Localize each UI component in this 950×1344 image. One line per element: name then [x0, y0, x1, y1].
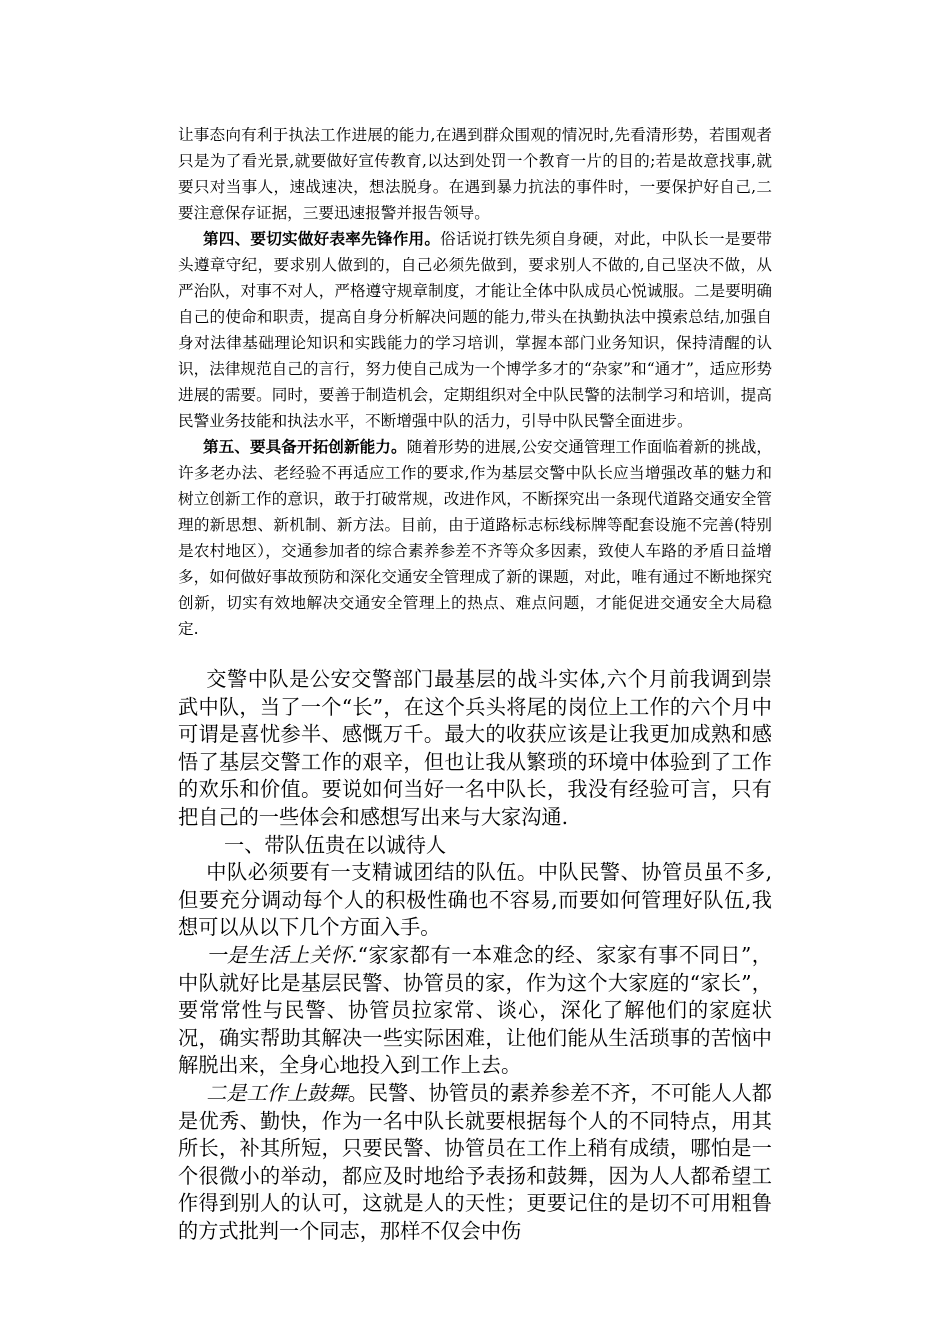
life-care-text: “家家都有一本难念的经、家家有事不同日”，中队就好比是基层民警、协管员的家，作为这个大家庭的“家长”，要常常性与民警、协管员拉家常、谈心，深化了解他们的家庭状况，确实帮助其解决一些实际困难，让他们能从生活琐事的苦恼中解脱出来，全身心地投入到工作上去。	[178, 942, 772, 1078]
point-five-heading: 第五、要具备开拓创新能力。	[202, 437, 407, 456]
article-heading-one: 一、带队伍贵在以诚待人	[224, 832, 447, 857]
article-paragraph-life-care	[178, 942, 772, 1080]
work-encourage-lead: 二是工作上鼓舞	[206, 1080, 348, 1105]
section-previous-page-text	[178, 122, 772, 642]
article-paragraph-team: 中队必须要有一支精诚团结的队伍。中队民警、协管员虽不多,但要充分调动每个人的积极性确也不容易,而要如何管理好队伍,我想可以从以下几个方面入手。	[178, 860, 772, 940]
point-four-heading: 第四、要切实做好表率先锋作用。	[202, 229, 441, 248]
point-five-text: 随着形势的进展,公安交通管理工作面临着新的挑战，许多老办法、老经验不再适应工作的要求,作为基层交警中队长应当增强改革的魅力和树立创新工作的意识，敢于打破常规，改进作风，不断探究出一条现代道路交通安全管理的新思想、新机制、新方法。目前，由于道路标志标线标牌等配套设施不完善(特别是农村地区），交通参加者的综合素养参差不齐等众多因素，致使人车路的矛盾日益增多，如何做好事故预防和深化交通安全管理成了新的课题，对此，唯有通过不断地探究创新，切实有效地解决交通安全管理上的热点、难点问题，才能促进交通安全大局稳定.	[178, 438, 772, 638]
paragraph-point-four	[178, 226, 772, 434]
article-paragraph-work-encourage	[178, 1080, 772, 1246]
section-article	[178, 666, 772, 1245]
life-care-lead: 一是生活上关怀.	[206, 942, 358, 967]
paragraph-point-five	[178, 434, 772, 642]
article-intro: 交警中队是公安交警部门最基层的战斗实体,六个月前我调到崇武中队，当了一个“长”，在这个兵头将尾的岗位上工作的六个月中可谓是喜忧参半、感慨万千。最大的收获应该是让我更加成熟和感悟了基层交警工作的艰辛，但也让我从繁琐的环境中体验到了工作的欢乐和价值。要说如何当好一名中队长，我没有经验可言，只有把自己的一些体会和感想写出来与大家沟通.	[178, 667, 772, 829]
point-four-text: 俗话说打铁先须自身硬，对此，中队长一是要带头遵章守纪，要求别人做到的，自己必须先做到，要求别人不做的,自己坚决不做，从严治队，对事不对人，严格遵守规章制度，才能让全体中队成员心悦诚服。二是要明确自己的使命和职责，提高自身分析解决问题的能力,带头在执勤执法中摸索总结,加强自身对法律基础理论知识和实践能力的学习培训，掌握本部门业务知识，保持清醒的认识，法律规范自己的言行，努力使自己成为一个博学多才的“杂家”和“通才”，适应形势进展的需要。同时，要善于制造机会，定期组织对全中队民警的法制学习和培训，提高民警业务技能和执法水平，不断增强中队的活力，引导中队民警全面进步。	[178, 230, 772, 430]
work-encourage-text: 。民警、协管员的素养参差不齐，不可能人人都是优秀、勤快，作为一名中队长就要根据每个人的不同特点，用其所长，补其所短，只要民警、协管员在工作上稍有成绩，哪怕是一个很微小的举动，都应及时地给予表扬和鼓舞，因为人人都希望工作得到别人的认可，这就是人的天性；更要记住的是切不可用粗鲁的方式批判一个同志，那样不仅会中伤	[178, 1080, 772, 1243]
paragraph-handling-crowds: 让事态向有利于执法工作进展的能力,在遇到群众围观的情况时,先看清形势，若围观者只是为了看光景,就要做好宣传教育,以达到处罚一个教育一片的目的;若是故意找事,就要只对当事人，速战速决，想法脱身。在遇到暴力抗法的事件时，一要保护好自己,二要注意保存证据，三要迅速报警并报告领导。	[178, 126, 772, 222]
